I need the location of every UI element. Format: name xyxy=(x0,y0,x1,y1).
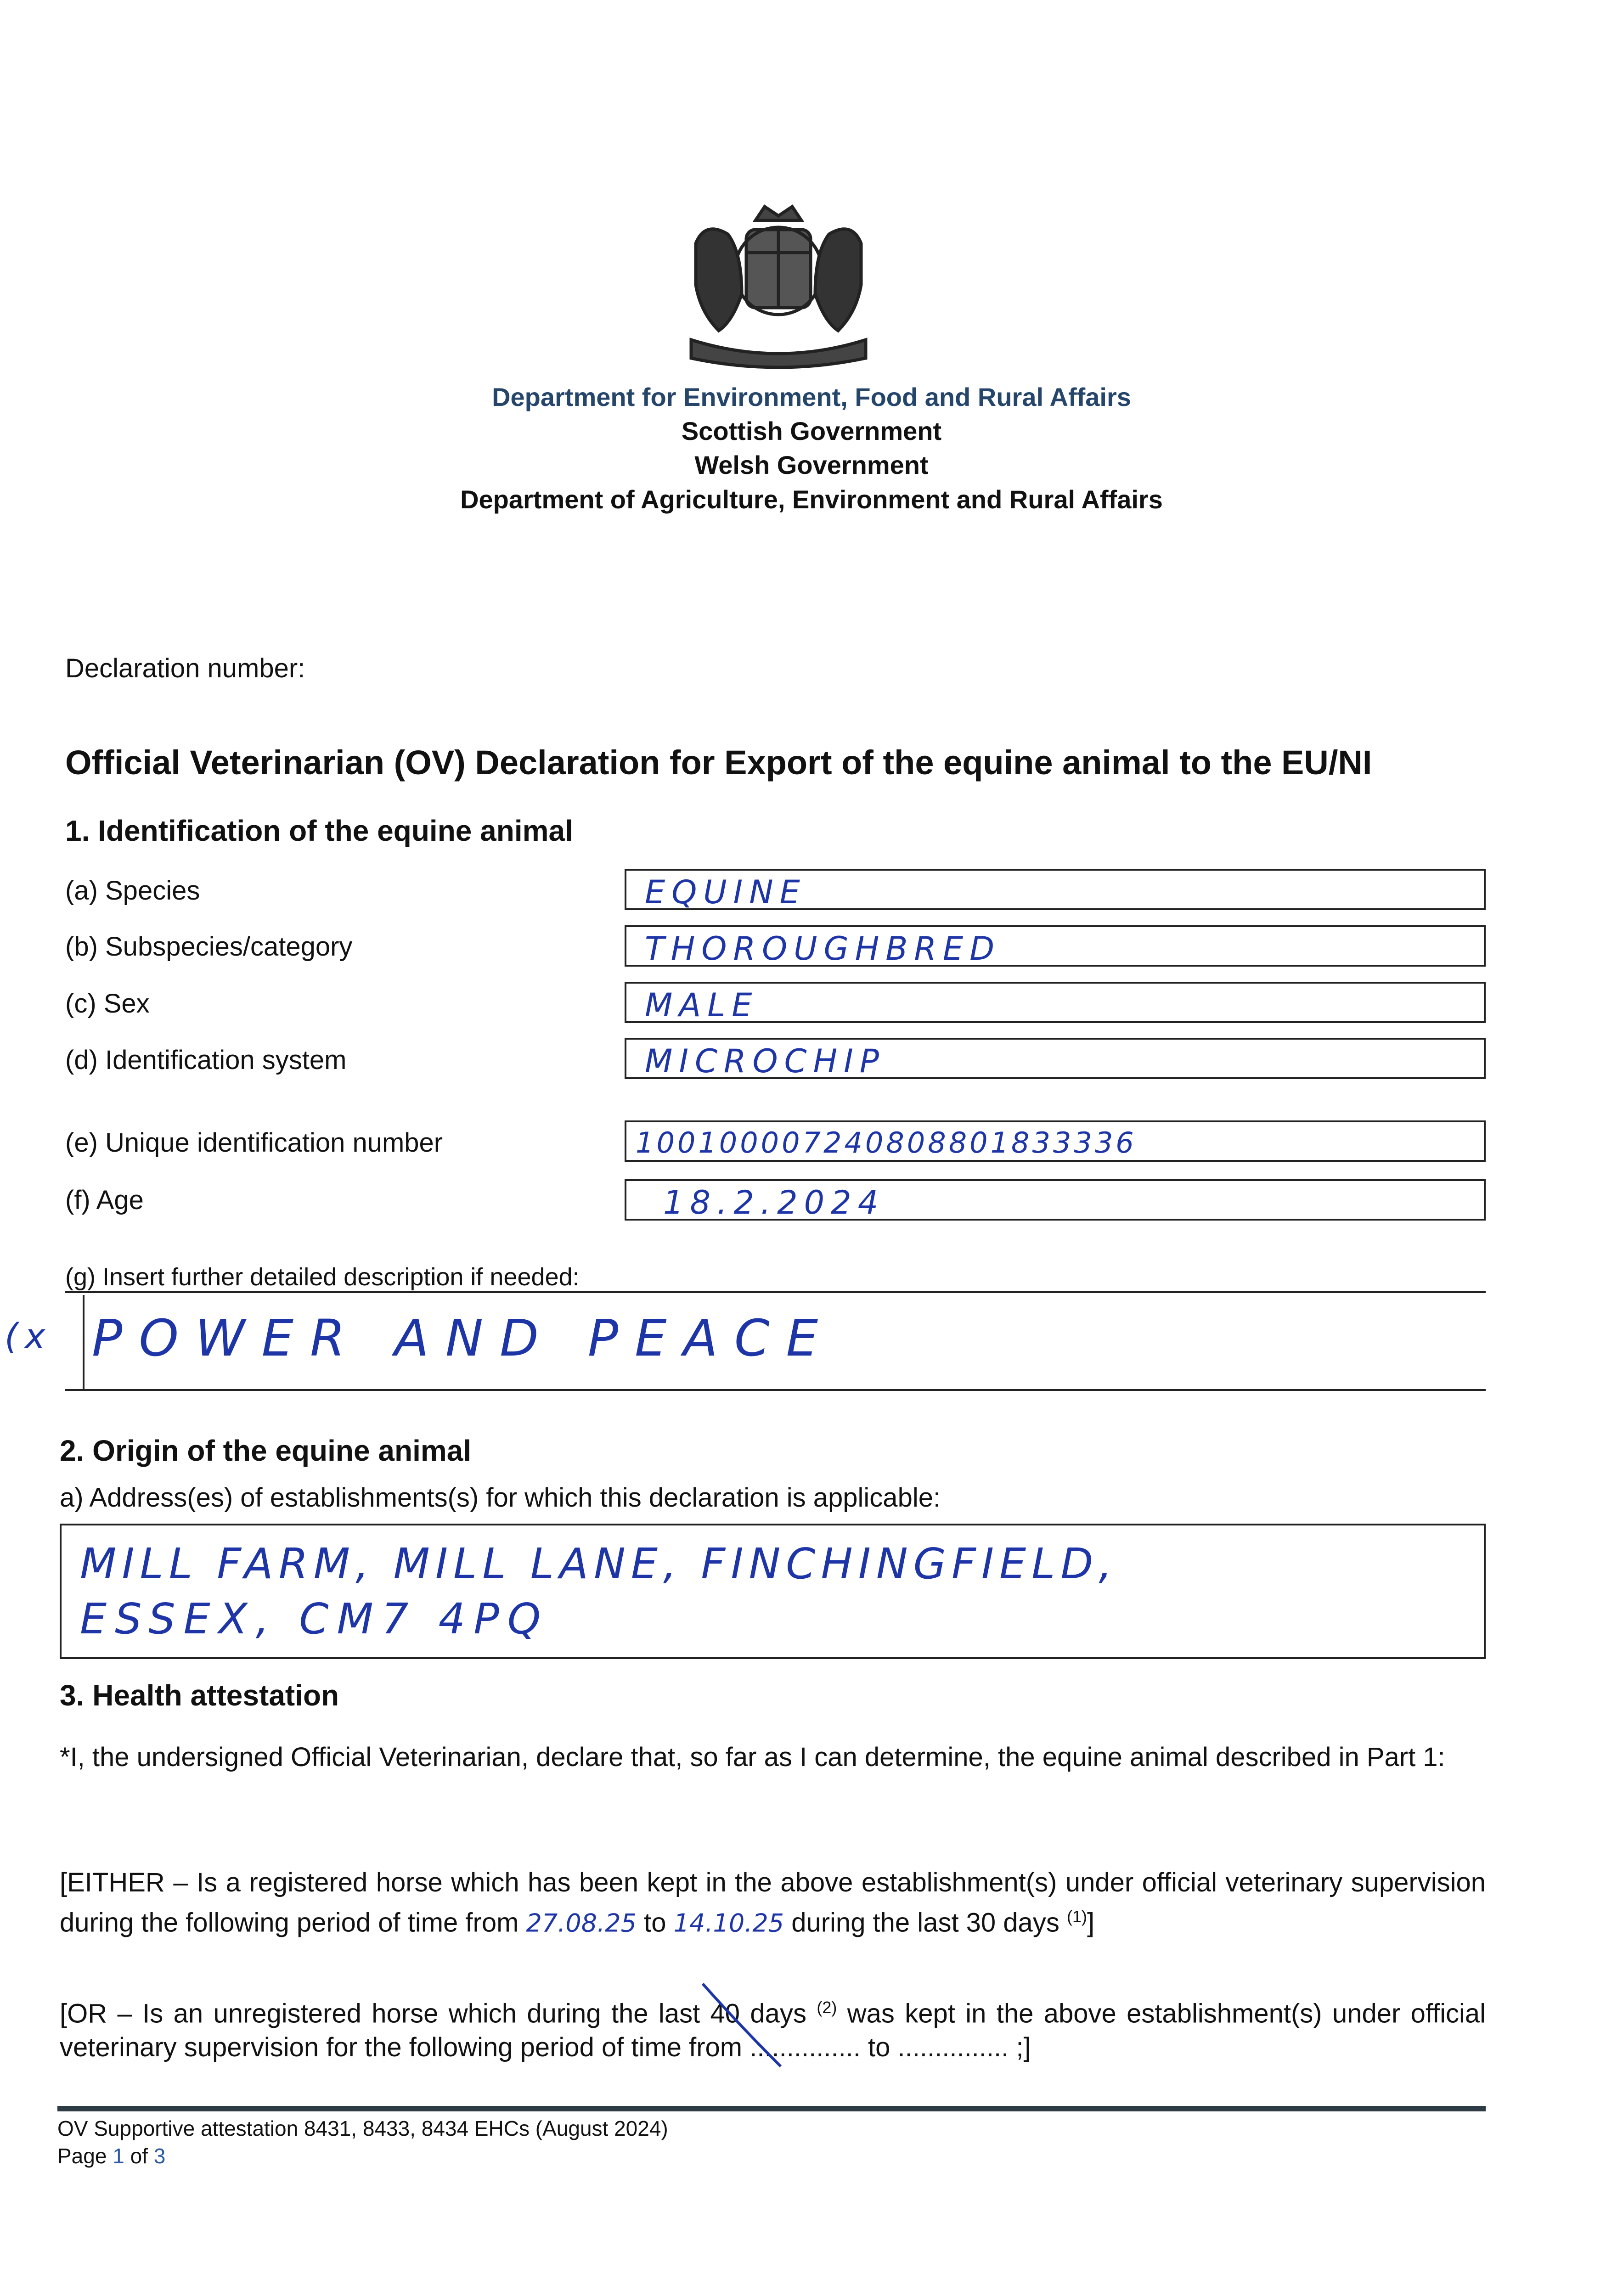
species-field xyxy=(625,869,1486,910)
page-indicator xyxy=(57,2144,165,2168)
unique-id-field xyxy=(625,1120,1486,1162)
section2-sublabel: a) Address(es) of establishments(s) for which this declaration is applicable: xyxy=(60,1483,941,1513)
sex-value: MALE xyxy=(645,986,759,1024)
page-total: 3 xyxy=(153,2144,166,2168)
page-word: Page xyxy=(57,2144,107,2168)
page-of-word: of xyxy=(130,2144,148,2168)
either-to-date: 14.10.25 xyxy=(673,1908,784,1938)
dept-daera: Department of Agriculture, Environment and Rural Affairs xyxy=(460,485,1163,514)
either-footnote-ref: (1) xyxy=(1066,1907,1087,1926)
or-footnote-ref: (2) xyxy=(817,1998,837,2017)
royal-coat-of-arms-icon xyxy=(677,202,879,374)
further-description-prefix: (x xyxy=(5,1316,52,1356)
footer-attestation: OV Supportive attestation 8431, 8433, 8434 EHCs (August 2024) xyxy=(57,2116,668,2140)
address-box xyxy=(60,1524,1486,1659)
either-clause-text-a: [EITHER – Is a registered horse which has been kept in the above establishment(s) under official veterinary supervision during the following period of time from xyxy=(60,1868,1486,1938)
declaration-number-label: Declaration number: xyxy=(65,653,305,683)
dept-defra: Department for Environment, Food and Rural Affairs xyxy=(492,383,1131,411)
document-title: Official Veterinarian (OV) Declaration for Export of the equine animal to the EU/NI xyxy=(65,743,1372,782)
sex-label: (c) Sex xyxy=(65,989,150,1019)
identification-system-field xyxy=(625,1038,1486,1079)
further-description-top-rule xyxy=(65,1291,1486,1293)
dept-welsh-government: Welsh Government xyxy=(694,450,929,479)
species-label: (a) Species xyxy=(65,876,200,906)
either-clause-text-b: during the last 30 days xyxy=(791,1908,1059,1938)
further-description-left-rule xyxy=(83,1295,85,1389)
either-clause xyxy=(60,1866,1486,1940)
address-line-2: ESSEX, CM7 4PQ xyxy=(80,1594,549,1643)
section2-heading: 2. Origin of the equine animal xyxy=(60,1434,472,1467)
footer-rule xyxy=(57,2106,1486,2111)
identification-system-label: (d) Identification system xyxy=(65,1045,347,1075)
age-field xyxy=(625,1179,1486,1221)
dept-scottish-government: Scottish Government xyxy=(681,416,942,445)
subspecies-value: THOROUGHBRED xyxy=(645,930,1001,968)
sex-field xyxy=(625,982,1486,1023)
either-from-date: 27.08.25 xyxy=(526,1908,637,1938)
age-label: (f) Age xyxy=(65,1185,144,1215)
unique-id-value: 100100007240808801833336 xyxy=(636,1126,1137,1159)
subspecies-label: (b) Subspecies/category xyxy=(65,932,353,962)
either-to-word: to xyxy=(644,1908,666,1938)
subspecies-field xyxy=(625,925,1486,967)
unique-id-label: (e) Unique identification number xyxy=(65,1128,443,1158)
or-clause-text-a: [OR – Is an unregistered horse which during the last 40 days xyxy=(60,1998,806,2029)
further-description-value: POWER AND PEACE xyxy=(92,1309,835,1367)
age-value: 18.2.2024 xyxy=(663,1184,885,1221)
section1-heading: 1. Identification of the equine animal xyxy=(65,814,573,847)
address-line-1: MILL FARM, MILL LANE, FINCHINGFIELD, xyxy=(80,1539,1118,1588)
or-clause-strike-mark xyxy=(689,1975,790,2076)
or-clause-text-b: was kept in the above establishment(s) under official veterinary supervision for the following period of time from ............... to ............... ;] xyxy=(60,1998,1486,2063)
identification-system-value: MICROCHIP xyxy=(645,1042,886,1080)
further-description-bottom-rule xyxy=(65,1389,1486,1391)
page-number: 1 xyxy=(113,2144,124,2168)
species-value: EQUINE xyxy=(645,873,806,911)
section3-heading: 3. Health attestation xyxy=(60,1679,339,1712)
section3-intro: *I, the undersigned Official Veterinarian, declare that, so far as I can determine, the equine animal described in Part 1: xyxy=(60,1742,1445,1772)
either-clause-end: ] xyxy=(1087,1908,1095,1938)
further-description-label: (g) Insert further detailed description if needed: xyxy=(65,1263,580,1291)
